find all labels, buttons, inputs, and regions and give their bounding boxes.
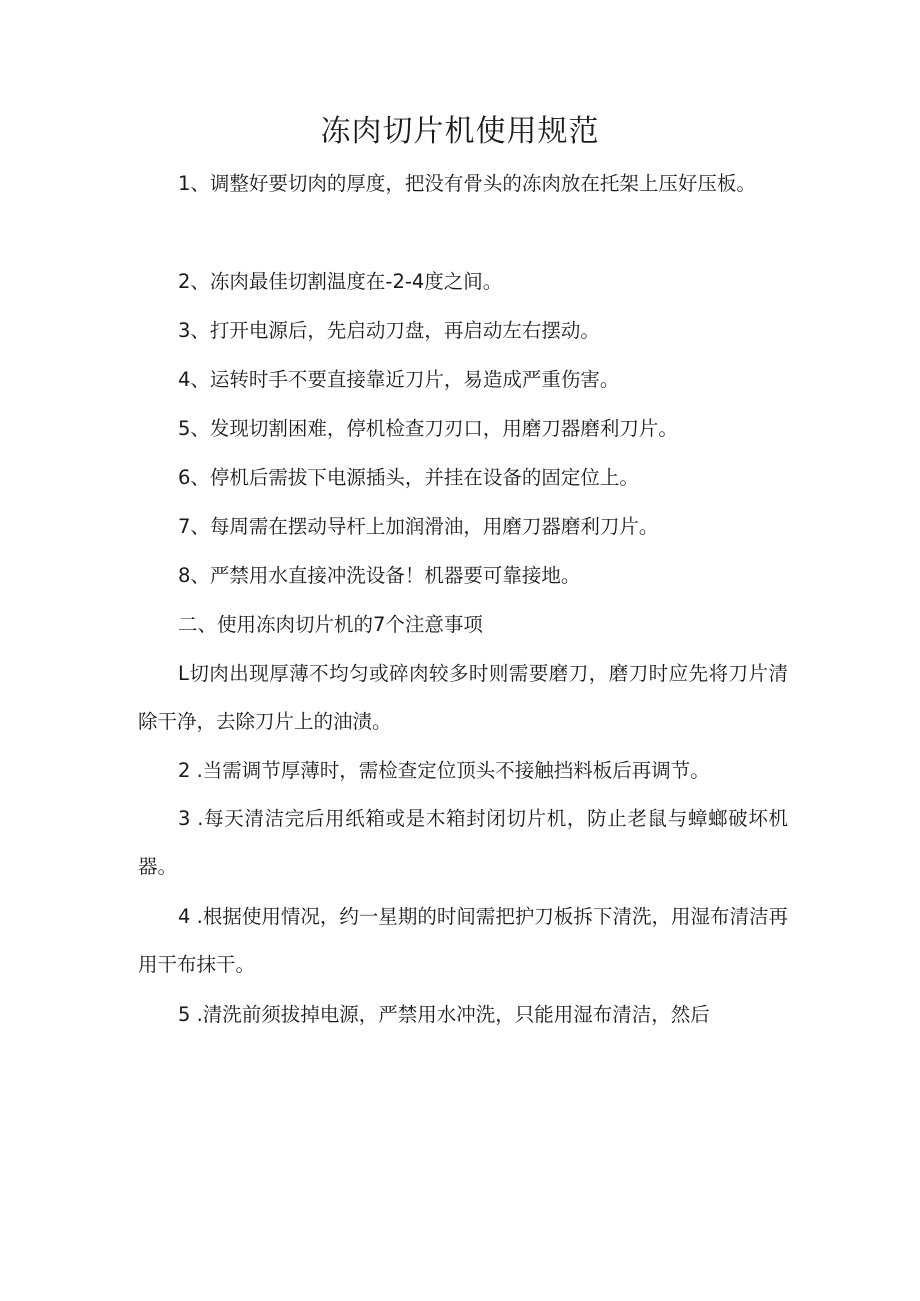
note-1: L切肉出现厚薄不均匀或碎肉较多时则需要磨刀，磨刀时应先将刀片清除干净，去除刀片上的油渍。 xyxy=(138,662,788,733)
paragraph-3: 3、打开电源后，先启动刀盘，再启动左右摆动。 xyxy=(178,319,600,342)
section-heading: 二、使用冻肉切片机的7个注意事项 xyxy=(178,613,483,636)
paragraph-4: 4、运转时手不要直接靠近刀片，易造成严重伤害。 xyxy=(178,368,620,391)
paragraph-7: 7、每周需在摆动导杆上加润滑油，用磨刀器磨利刀片。 xyxy=(178,515,659,538)
paragraph-6: 6、停机后需拔下电源插头，并挂在设备的固定位上。 xyxy=(178,466,639,489)
note-2: 2 .当需调节厚薄时，需检查定位顶头不接触挡料板后再调节。 xyxy=(178,759,710,782)
note-4: 4 .根据使用情况，约一星期的时间需把护刀板拆下清洗，用湿布清洁再用干布抹干。 xyxy=(138,905,788,976)
note-5: 5 .清洗前须拔掉电源，严禁用水冲洗，只能用湿布清洁，然后 xyxy=(178,1003,710,1026)
paragraph-5: 5、发现切割困难，停机检查刀刃口，用磨刀器磨利刀片。 xyxy=(178,417,678,440)
paragraph-8: 8、严禁用水直接冲洗设备！机器要可靠接地。 xyxy=(178,564,581,587)
note-3: 3 .每天清洁完后用纸箱或是木箱封闭切片机，防止老鼠与蟑螂破坏机器。 xyxy=(138,807,788,878)
paragraph-1: 1、调整好要切肉的厚度，把没有骨头的冻肉放在托架上压好压板。 xyxy=(178,172,756,195)
document-title: 冻肉切片机使用规范 xyxy=(320,114,600,149)
paragraph-2: 2、冻肉最佳切割温度在-2-4度之间。 xyxy=(178,270,503,293)
